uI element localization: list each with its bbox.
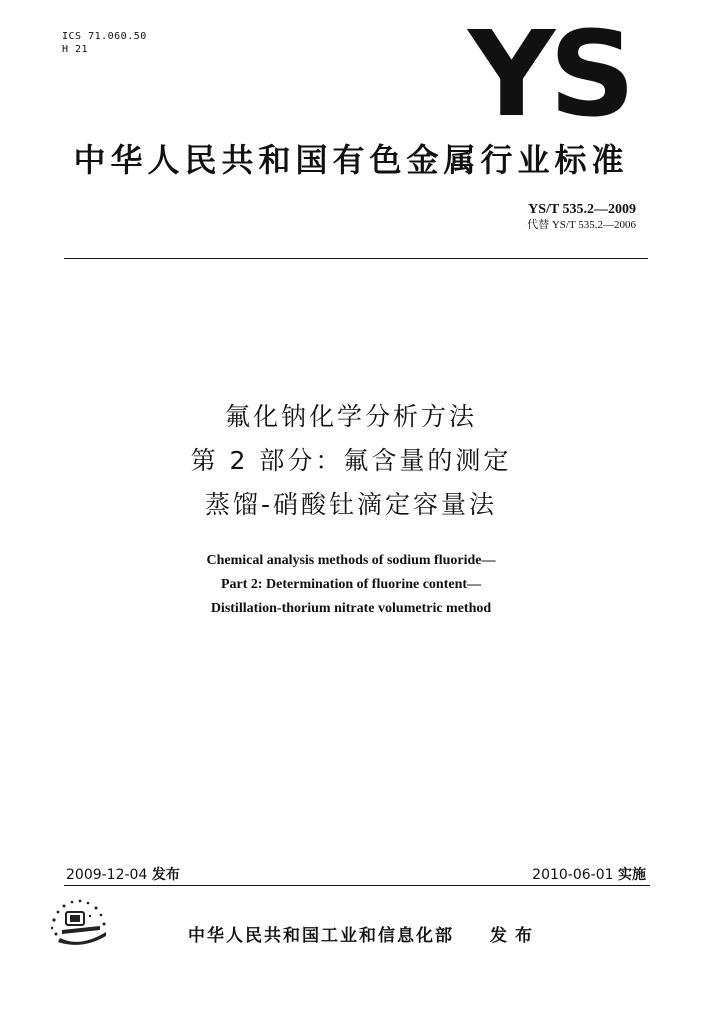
english-title-line-3: Distillation-thorium nitrate volumetric method: [210, 601, 492, 616]
classification-codes: [62, 30, 147, 56]
ys-logo: YS: [468, 5, 630, 143]
standard-type-title: 中华人民共和国有色金属行业标准: [73, 141, 629, 179]
replaces-standard: 代替 YS/T 535.2—2006: [527, 219, 636, 231]
english-title: [0, 549, 702, 621]
chinese-title: [0, 395, 702, 527]
english-title-line-1: Chemical analysis methods of sodium fluoride—: [206, 553, 496, 568]
release-date-block: [66, 866, 180, 884]
chinese-title-line-2: 第 2 部分：氟含量的测定: [190, 446, 512, 475]
implement-date: 2010-06-01: [532, 867, 614, 883]
release-label: 发布: [151, 867, 180, 883]
english-title-line-2: Part 2: Determination of fluorine content—: [220, 577, 482, 592]
chinese-title-line-1: 氟化钠化学分析方法: [224, 402, 477, 431]
header-divider: [64, 258, 648, 259]
issue-label: 发布: [490, 926, 540, 946]
stamp-seal-icon: [44, 890, 114, 950]
implement-date-block: [532, 866, 646, 884]
chinese-title-line-3: 蒸馏-硝酸钍滴定容量法: [204, 490, 498, 519]
issuing-authority: 中华人民共和国工业和信息化部: [188, 926, 454, 946]
implement-label: 实施: [618, 867, 646, 883]
ics-code: ICS 71.060.50: [62, 31, 147, 42]
footer-divider: [64, 885, 650, 886]
release-date: 2009-12-04: [66, 867, 148, 883]
standard-number: YS/T 535.2—2009: [528, 202, 636, 217]
category-code: H 21: [62, 44, 89, 55]
